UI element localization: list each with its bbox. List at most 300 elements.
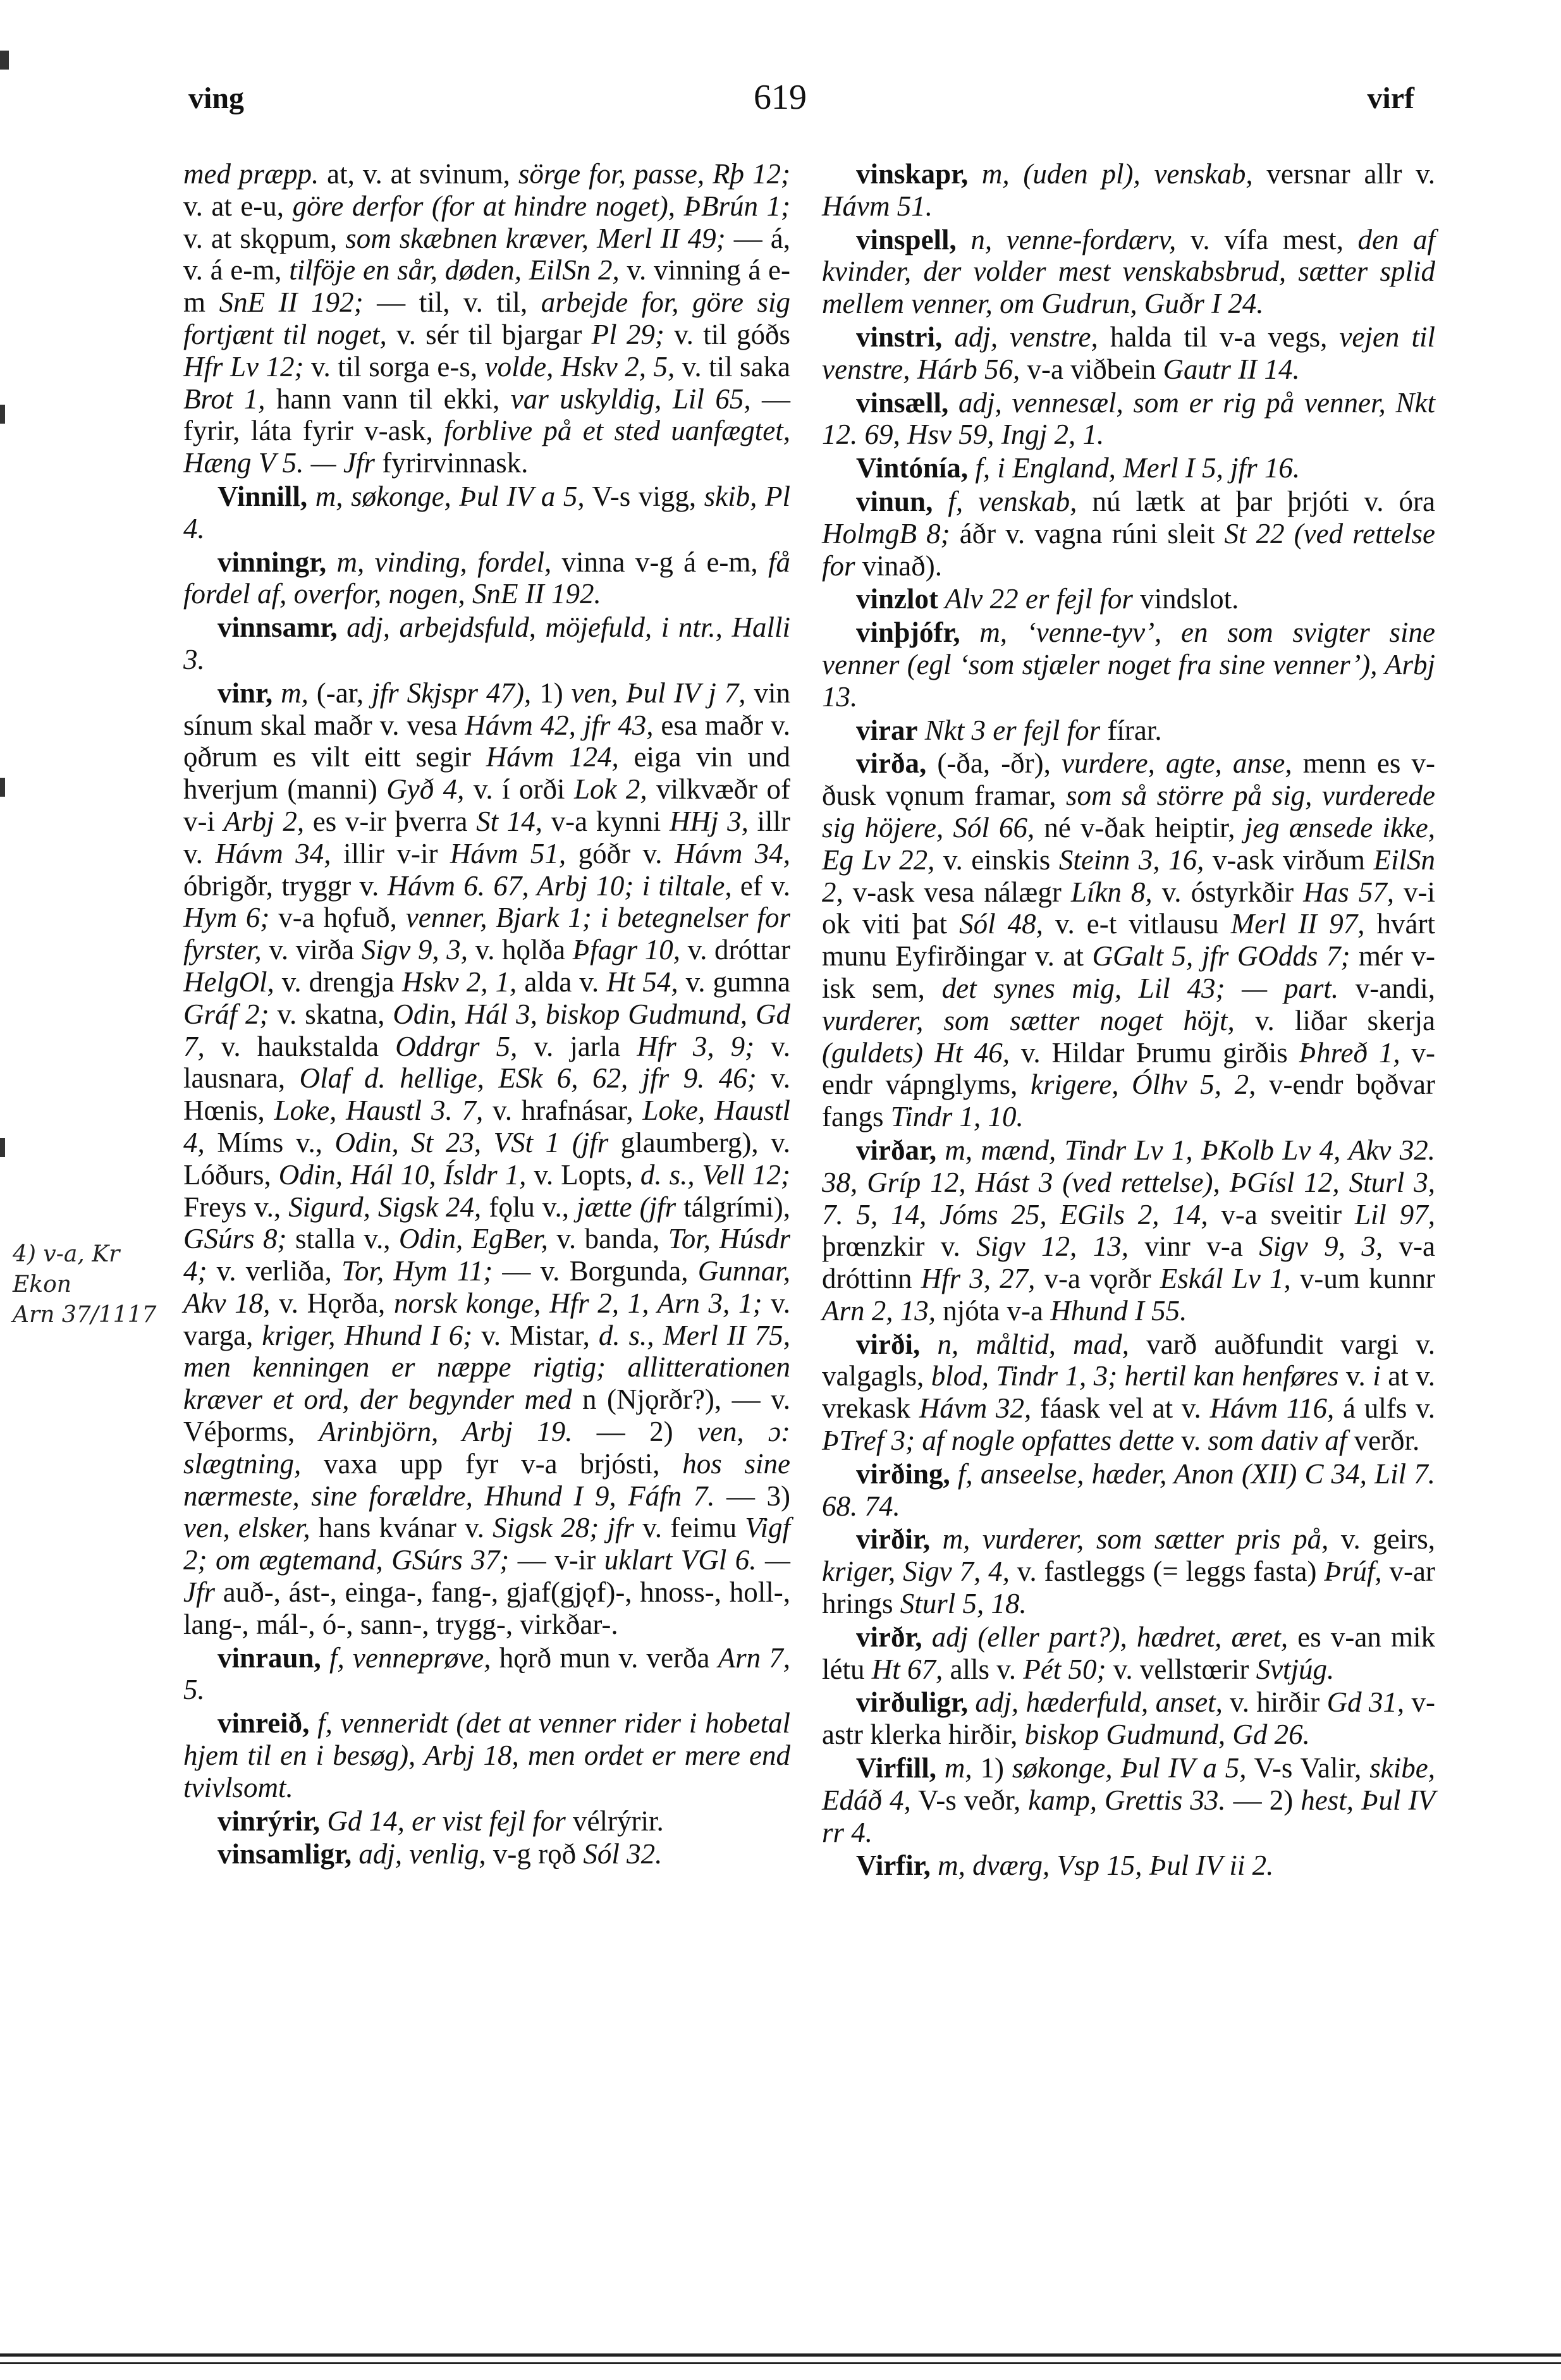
entry-italic-text: som så större på sig, vurderede sig höjere, Sól 66, xyxy=(822,780,1435,843)
headword: vinr, xyxy=(217,677,273,709)
entry-text: esa maðr v. ǫðrum es vilt eitt segir xyxy=(183,709,790,773)
entry-text: v. at skǫpum, xyxy=(183,222,346,254)
entry-italic-text: EilSn 2, xyxy=(822,843,1435,908)
entry-italic-text: få fordel af, overfor, nogen, SnE II 192. xyxy=(183,546,791,610)
entry-italic-text: Svtjúg. xyxy=(1256,1653,1335,1685)
entry-italic-text: Hávm 51, xyxy=(450,837,566,869)
entry-italic-text: Gd 31, xyxy=(1326,1686,1405,1719)
entry-text: v. jarla xyxy=(517,1030,637,1062)
left-column xyxy=(183,158,790,1872)
entry-text: fyrirvinnask. xyxy=(374,447,529,479)
entry-italic-text: HolmgB 8; xyxy=(822,517,950,549)
handwritten-line-3: Arn 37/1117 xyxy=(13,1302,157,1328)
entry-text: v. liðar skerja xyxy=(1234,1004,1435,1036)
entry-italic-text: Hávm 42, jfr 43, xyxy=(465,709,654,741)
entry-text: — v-ir xyxy=(509,1544,604,1576)
headword: vinþjófr, xyxy=(856,616,960,649)
headword: vinzlot xyxy=(856,583,938,615)
entry-italic-text: Odin, St 23, VSt 1 (jfr xyxy=(334,1126,609,1158)
entry-text: vinna v-g á e-m, xyxy=(551,546,768,578)
entry-text: v. óstyrkðir xyxy=(1152,876,1304,908)
entry-text: es v-ir þverra xyxy=(304,805,477,837)
entry-text: v. vinning á e-m xyxy=(183,254,790,319)
entry-italic-text: ÞTref 3; af nogle opfattes dette xyxy=(822,1425,1175,1457)
entry-italic-text: Hávm 34, xyxy=(215,837,331,869)
entry-italic-text: f, i England, Merl I 5, jfr 16. xyxy=(968,452,1301,484)
dictionary-entry xyxy=(822,387,1435,451)
entry-italic-text: med præpp. xyxy=(183,158,319,190)
entry-italic-text: n, venne-fordærv, xyxy=(956,223,1177,255)
entry-italic-text: kriger, Sigv 7, 4, xyxy=(822,1555,1010,1588)
entry-text: illr v. xyxy=(183,805,790,869)
entry-text: 1) xyxy=(972,1752,1012,1784)
entry-text: v. drengja xyxy=(274,966,402,998)
entry-text: v-ask virðum xyxy=(1204,843,1374,876)
entry-italic-text: søkonge, Þul IV a 5, xyxy=(1012,1752,1247,1784)
dictionary-entry xyxy=(183,1707,790,1803)
entry-text: vindslot. xyxy=(1132,583,1239,615)
entry-italic-text: Líkn 8, xyxy=(1070,876,1153,908)
entry-text: njóta v-a xyxy=(936,1294,1051,1327)
entry-text: v. hǫlða xyxy=(468,934,573,966)
entry-text: — v. Borgunda, xyxy=(493,1255,698,1287)
entry-text: á ulfs v. xyxy=(1334,1392,1435,1425)
entry-text: v. hrafnásar, xyxy=(483,1095,643,1127)
headword: Virfir, xyxy=(856,1849,931,1882)
entry-italic-text: vejen til venstre, Hárb 56, xyxy=(822,321,1435,385)
entry-italic-text: Tor, Húsdr 4; xyxy=(183,1223,790,1287)
entry-italic-text: Olaf d. hellige, ESk 6, 62, jfr 9. 46; xyxy=(299,1062,757,1095)
entry-italic-text: Pl 29; xyxy=(591,318,664,350)
entry-text: Freys v., xyxy=(183,1191,289,1223)
entry-text: v-a sveitir xyxy=(1208,1198,1355,1230)
entry-italic-text: f, venskab, xyxy=(933,485,1077,517)
entry-italic-text: vurdere, agte, anse, xyxy=(1062,747,1292,780)
entry-italic-text: Hhund I 55. xyxy=(1050,1294,1187,1327)
entry-text: v-um kunnr xyxy=(1290,1263,1435,1295)
entry-text: — 2) xyxy=(572,1416,697,1448)
entry-text: v. xyxy=(1338,1360,1373,1392)
dictionary-entry xyxy=(822,452,1435,484)
entry-text: alls v. xyxy=(943,1653,1024,1685)
entry-text: glaumberg), v. Lóðurs, xyxy=(183,1126,791,1191)
entry-italic-text: Sigurd, Sigsk 24, xyxy=(288,1191,482,1223)
entry-text: v-a hǫfuð, xyxy=(269,902,406,934)
entry-italic-text: Ht 54, xyxy=(606,966,678,998)
entry-italic-text: Has 57, xyxy=(1303,876,1394,908)
entry-text: v. Hœnis, xyxy=(183,1062,791,1127)
entry-italic-text: Loke, Haustl 3. 7, xyxy=(274,1095,484,1127)
entry-italic-text: biskop Gudmund, Gd 26. xyxy=(1024,1719,1310,1751)
headword: vinningr, xyxy=(217,546,327,578)
entry-text: V-s vigg, xyxy=(584,480,704,512)
entry-italic-text: Ht 67, xyxy=(871,1653,943,1685)
dictionary-entry xyxy=(183,158,790,479)
entry-italic-text: jfr Skjspr 47), xyxy=(372,677,532,709)
entry-italic-text: m, søkonge, Þul IV a 5, xyxy=(307,480,585,512)
entry-text: v. dróttar xyxy=(680,934,790,966)
entry-text: fǫlu v., xyxy=(481,1191,577,1223)
entry-italic-text: adj (eller part?), hædret, æret, xyxy=(922,1621,1289,1653)
entry-italic-text: Arinbjörn, Arbj 19. xyxy=(319,1416,573,1448)
entry-text: v. xyxy=(1174,1425,1208,1457)
dictionary-entry xyxy=(822,747,1435,1133)
entry-text: nú lætk at þar þrjóti v. óra xyxy=(1077,485,1435,517)
entry-italic-text: norsk konge, Hfr 2, 1, Arn 3, 1; xyxy=(394,1287,762,1319)
entry-italic-text: Sigv 9, 3, xyxy=(361,934,468,966)
entry-italic-text: Tindr 1, 10. xyxy=(890,1101,1024,1133)
entry-text: v. banda, xyxy=(548,1223,668,1255)
dictionary-entry xyxy=(822,1752,1435,1848)
entry-italic-text: HelgOl, xyxy=(183,966,274,998)
entry-text: v. fastleggs (= leggs fasta) xyxy=(1009,1555,1325,1588)
entry-italic-text: ven, Þul IV j 7, xyxy=(571,677,746,709)
entry-italic-text: Eskál Lv 1, xyxy=(1160,1263,1291,1295)
dictionary-entry xyxy=(822,224,1435,320)
headword: vinsamligr, xyxy=(217,1838,352,1870)
entry-italic-text: SnE II 192; xyxy=(219,286,364,319)
entry-text: hǫrð mun v. verða xyxy=(491,1641,718,1674)
handwritten-annotation xyxy=(13,1239,164,1330)
entry-text: 1) xyxy=(531,677,572,709)
entry-italic-text: Hskv 2, 1, xyxy=(401,966,517,998)
entry-italic-text: m, vurderer, som sætter pris på, xyxy=(930,1523,1329,1555)
entry-italic-text: arbejde for, göre sig fortjænt til noget, xyxy=(183,286,790,350)
headword: virðar, xyxy=(856,1134,937,1166)
entry-italic-text: Brot 1, xyxy=(183,383,266,415)
entry-text: fírar. xyxy=(1100,714,1162,746)
dictionary-entry xyxy=(822,616,1435,713)
headword: vinnsamr, xyxy=(217,611,338,644)
entry-italic-text: adj, arbejdsfuld, möjefuld, i ntr., Halli 3. xyxy=(183,611,790,675)
dictionary-entry xyxy=(822,486,1435,582)
entry-italic-text: volde, Hskv 2, 5, xyxy=(484,350,675,383)
entry-text: v-andi, xyxy=(1338,972,1435,1004)
entry-text: v. í orði xyxy=(464,773,574,806)
dictionary-entry xyxy=(183,1642,790,1707)
entry-text: ef v. xyxy=(732,869,790,902)
dictionary-entry xyxy=(822,158,1435,223)
entry-italic-text: d. s., Merl II 75, men kenningen er næppe rigtig; allitterationen kræver et ord, der begynder med xyxy=(183,1319,790,1416)
entry-italic-text: St 22 (ved rettelse for xyxy=(822,517,1436,582)
dictionary-entry xyxy=(183,611,790,676)
entry-text: v-a vǫrðr xyxy=(1035,1263,1160,1295)
entry-italic-text: skib, Pl 4. xyxy=(183,480,790,544)
entry-italic-text: skibe, Edáð 4, xyxy=(822,1752,1435,1816)
entry-text: þrœnzkir v. xyxy=(822,1230,977,1263)
headword: vinskapr, xyxy=(856,158,969,190)
entry-text: v-a viðbein xyxy=(1020,353,1163,385)
entry-italic-text: Tor, Hym 11; xyxy=(341,1255,493,1287)
entry-italic-text: n, måltid, mad, xyxy=(920,1328,1129,1360)
entry-italic-text: m, mænd, Tindr Lv 1, ÞKolb Lv 4, Akv 32. 38, Gríp 12, Hást 3 (ved rettelse), ÞGísl 12, Sturl 3, 7. 5, 14, Jóms 25, EGils 2, 14, xyxy=(822,1134,1435,1230)
entry-italic-text: Hfr 3, 9; xyxy=(637,1030,755,1062)
entry-text: vinað). xyxy=(855,549,942,582)
entry-text: v. Hǫrða, xyxy=(270,1287,394,1319)
entry-text: áðr v. vagna rúni sleit xyxy=(950,517,1225,549)
entry-italic-text: Hávm 32, xyxy=(919,1392,1032,1425)
entry-text: V-s Valir, xyxy=(1246,1752,1370,1784)
entry-text: v-ask vesa nálægr xyxy=(843,876,1071,908)
entry-text: v. til saka xyxy=(675,350,791,383)
entry-text: — til, v. til, xyxy=(363,286,541,319)
entry-italic-text: som skæbnen kræver, Merl II 49; xyxy=(345,222,726,254)
entry-text: n (Njǫrðr?), — v. Véþorms, xyxy=(183,1383,790,1448)
entry-italic-text: Nkt 3 er fejl for xyxy=(917,714,1101,746)
entry-text: góðr v. xyxy=(566,837,675,869)
entry-italic-text: Odin, Hál 10, Ísldr 1, xyxy=(278,1158,527,1191)
entry-text: vélrýrir. xyxy=(565,1805,664,1837)
headword: Vinnill, xyxy=(217,480,308,512)
entry-italic-text: Hávm 124, xyxy=(486,741,619,773)
entry-text: verðr. xyxy=(1347,1425,1420,1457)
entry-text: v-g rǫð xyxy=(486,1838,584,1870)
running-head-left: ving xyxy=(188,82,245,115)
entry-text: v. til sorga e-s, xyxy=(303,350,485,383)
dictionary-entry xyxy=(822,1328,1435,1457)
entry-italic-text: Gráf 2; xyxy=(183,998,269,1030)
entry-text: alda v. xyxy=(517,966,607,998)
entry-text: v. lausnara, xyxy=(183,1030,791,1095)
headword: vinun, xyxy=(856,485,933,517)
entry-text: at, v. at svinum, xyxy=(319,158,518,190)
entry-italic-text: Odin, Hál 3, biskop Gudmund, Gd 7, xyxy=(183,998,790,1062)
headword: virðuligr, xyxy=(856,1686,969,1719)
entry-italic-text: m, (uden pl), venskab, xyxy=(968,158,1253,190)
entry-text: v. geirs, xyxy=(1328,1523,1435,1555)
right-column xyxy=(822,158,1435,1883)
entry-italic-text: Steinn 3, 16, xyxy=(1058,843,1204,876)
entry-italic-text: m, dværg, Vsp 15, Þul IV ii 2. xyxy=(930,1849,1274,1882)
entry-text: v-endr bǫðvar fangs xyxy=(822,1069,1436,1133)
entry-italic-text: Hym 6; xyxy=(183,902,270,934)
entry-italic-text: GSúrs 8; xyxy=(183,1223,287,1255)
handwritten-line-2: Ekon xyxy=(13,1272,71,1297)
entry-italic-text: Arbj 2, xyxy=(223,805,305,837)
entry-italic-text: Hávm 6. 67, Arbj 10; i tiltale, xyxy=(387,869,732,902)
entry-text: v. haukstalda xyxy=(204,1030,396,1062)
entry-text: mér v-isk sem, xyxy=(822,940,1435,1004)
entry-italic-text: ven, elsker, xyxy=(183,1512,310,1544)
entry-text: v. Mistar, xyxy=(472,1319,599,1351)
dictionary-entry xyxy=(822,1686,1435,1751)
entry-italic-text: Lok 2, xyxy=(573,773,647,806)
running-head-right: virf xyxy=(1367,82,1414,115)
entry-text: v. verliða, xyxy=(207,1255,342,1287)
entry-italic-text: hos sine nærmeste, sine forældre, Hhund I 9, Fáfn 7. xyxy=(183,1447,791,1512)
entry-text: v. einskis xyxy=(934,843,1059,876)
headword: vinspell, xyxy=(856,223,957,255)
entry-text: hann vann til ekki, xyxy=(265,383,511,415)
entry-italic-text: Þrúf, xyxy=(1324,1555,1382,1588)
entry-italic-text: Þfagr 10, xyxy=(572,934,680,966)
headword: virði, xyxy=(856,1328,921,1360)
entry-text: v. til góðs xyxy=(664,318,790,350)
entry-italic-text: kamp, Grettis 33. xyxy=(1028,1784,1226,1816)
entry-text: óbrigðr, tryggr v. xyxy=(183,869,388,902)
entry-italic-text: venner, Bjark 1; i betegnelser for fyrster, xyxy=(183,902,790,966)
entry-italic-text: Sól 32. xyxy=(583,1838,663,1870)
headword: vinsæll, xyxy=(856,386,949,419)
entry-italic-text: Sigv 12, 13, xyxy=(976,1230,1129,1263)
entry-text: v-ar hrings xyxy=(822,1555,1435,1620)
entry-text: es v-an mik létu xyxy=(822,1621,1435,1685)
entry-italic-text: jætte (jfr xyxy=(577,1191,676,1223)
entry-italic-text: Pét 50; xyxy=(1023,1653,1106,1685)
headword: virða, xyxy=(856,747,927,780)
entry-text: v. at e-u, xyxy=(183,190,293,222)
entry-italic-text: Sigv 9, 3, xyxy=(1259,1230,1383,1263)
entry-italic-text: vurderer, som sætter noget höjt, xyxy=(822,1004,1235,1036)
headword: vinreið, xyxy=(217,1707,310,1739)
entry-text: v. skatna, xyxy=(269,998,393,1030)
headword: Virfill, xyxy=(856,1752,937,1784)
entry-italic-text: f, venneprøve, xyxy=(321,1641,491,1674)
headword: vinstri, xyxy=(856,321,943,353)
entry-italic-text: Arn 7, 5. xyxy=(183,1641,791,1706)
headword: Vintónía, xyxy=(856,452,969,484)
entry-text: v. feimu xyxy=(634,1512,745,1544)
handwritten-line-1: 4) v-a, Kr xyxy=(13,1241,120,1267)
entry-italic-text: Loke, Haustl 4, xyxy=(183,1095,790,1158)
bottom-rule xyxy=(0,2362,1561,2364)
headword: vinrýrir, xyxy=(217,1805,321,1837)
entry-text: halda til v-a vegs, xyxy=(1098,321,1340,353)
entry-text: hvárt munu Eyfirðingar v. at xyxy=(822,908,1435,972)
entry-text: eiga vin und hverjum (manni) xyxy=(183,741,790,806)
entry-italic-text: adj, venlig, xyxy=(352,1838,486,1870)
entry-italic-text: i xyxy=(1373,1360,1381,1392)
page-number: 619 xyxy=(754,78,807,117)
entry-italic-text: d. s., Vell 12; xyxy=(640,1158,790,1191)
entry-italic-text: adj, hæderfuld, anset, xyxy=(968,1686,1223,1719)
entry-text: vinr v-a xyxy=(1128,1230,1259,1263)
entry-text: Míms v., xyxy=(204,1126,335,1158)
entry-italic-text: Vigf 2; om ægtemand, GSúrs 37; xyxy=(183,1512,791,1576)
entry-italic-text: tilföje en sår, døden, EilSn 2, xyxy=(289,254,620,286)
dictionary-entry xyxy=(183,546,790,611)
dictionary-entry xyxy=(822,1849,1435,1882)
entry-text: v. vellstœrir xyxy=(1106,1653,1256,1685)
entry-text: v. sér til bjargar xyxy=(386,318,592,350)
entry-text: v. vífa mest, xyxy=(1176,223,1358,255)
entry-italic-text: Hfr 3, 27, xyxy=(921,1263,1036,1295)
entry-text: versnar allr v. xyxy=(1252,158,1435,190)
entry-italic-text: Oddrgr 5, xyxy=(395,1030,518,1062)
entry-text: vin sínum skal maðr v. vesa xyxy=(183,677,790,741)
entry-text: varð auðfundit vargi v. valgagls, xyxy=(822,1328,1435,1392)
entry-text: fáask vel at v. xyxy=(1031,1392,1210,1425)
entry-italic-text: HHj 3, xyxy=(669,805,749,837)
entry-text: v. hirðir xyxy=(1222,1686,1327,1719)
entry-italic-text: blod, Tindr 1, 3; hertil kan henføres xyxy=(931,1360,1339,1392)
entry-italic-text: Sigsk 28; jfr xyxy=(493,1512,634,1544)
entry-italic-text: krigere, Ólhv 5, 2, xyxy=(1030,1069,1256,1101)
entry-text: v-a dróttinn xyxy=(822,1230,1435,1295)
entry-italic-text: forblive på et sted uanfægtet, Hæng V 5. — Jfr xyxy=(183,415,790,479)
entry-italic-text: f, venneridt (det at venner rider i hobetal hjem til en i besøg), Arbj 18, men ordet er mere end tvivlsomt. xyxy=(183,1707,790,1803)
entry-italic-text: Hávm 34, xyxy=(674,837,791,869)
entry-italic-text: Gd 14, er vist fejl for xyxy=(320,1805,566,1837)
entry-text: (-ða, -ðr), xyxy=(926,747,1062,780)
entry-italic-text: Sturl 5, 18. xyxy=(900,1588,1027,1620)
entry-text: at v. vrekask xyxy=(822,1360,1436,1425)
entry-text: vilkvæðr of v-i xyxy=(183,773,790,837)
entry-text: v. varga, xyxy=(183,1287,790,1351)
dictionary-entry xyxy=(822,1458,1435,1523)
entry-italic-text: kriger, Hhund I 6; xyxy=(262,1319,473,1351)
entry-italic-text: jeg ænsede ikke, Eg Lv 22, xyxy=(822,811,1435,876)
dictionary-entry xyxy=(183,1805,790,1837)
scan-edge-mark xyxy=(0,778,5,797)
entry-text: — 3) xyxy=(714,1480,790,1512)
entry-italic-text: Lil 97, xyxy=(1354,1198,1435,1230)
headword: virðing, xyxy=(856,1457,950,1490)
dictionary-entry xyxy=(822,1523,1435,1619)
entry-text: v-astr klerka hirðir, xyxy=(822,1686,1435,1751)
entry-italic-text: GGalt 5, jfr GOdds 7; xyxy=(1092,940,1350,972)
entry-text: (-ar, xyxy=(308,677,372,709)
entry-italic-text: St 14, xyxy=(476,805,542,837)
entry-text: v. Lopts, xyxy=(526,1158,640,1191)
entry-italic-text: uklart VGl 6. — Jfr xyxy=(183,1544,790,1609)
entry-italic-text: Gyð 4, xyxy=(386,773,465,806)
entry-text: vaxa upp fyr v-a brjósti, xyxy=(301,1447,683,1480)
dictionary-entry xyxy=(822,321,1435,386)
entry-text: tálgrími), xyxy=(676,1191,790,1223)
entry-text: V-s veðr, xyxy=(910,1784,1029,1816)
entry-italic-text: f, anseelse, hæder, Anon (XII) C 34, Lil 7. 68. 74. xyxy=(822,1457,1435,1522)
dictionary-entry xyxy=(822,1134,1435,1327)
entry-text: v. gumna xyxy=(678,966,790,998)
scan-edge-mark xyxy=(0,405,5,424)
entry-italic-text: Alv 22 er fejl for xyxy=(938,583,1133,615)
entry-text: v-endr vápnglyms, xyxy=(822,1036,1435,1101)
entry-text: auð-, ást-, einga-, fang-, gjaf(gjǫf)-, hnoss-, holl-, lang-, mál-, ó-, sann-, trygg-, virkðar-. xyxy=(183,1576,790,1640)
entry-italic-text: Sól 48, xyxy=(959,908,1043,940)
headword: virðir, xyxy=(856,1523,931,1555)
entry-italic-text: den af kvinder, der volder mest venskabsbrud, sætter splid mellem venner, om Gudrun, Guðr I 24. xyxy=(822,223,1435,320)
entry-italic-text: Arn 2, 13, xyxy=(822,1294,936,1327)
entry-text: menn es v-ðusk vǫnum framar, xyxy=(822,747,1435,812)
entry-italic-text: m, xyxy=(936,1752,972,1784)
entry-text: v. virða xyxy=(261,934,362,966)
entry-text: — fyrir, láta fyrir v-ask, xyxy=(183,383,791,447)
dictionary-entry xyxy=(183,481,790,545)
entry-italic-text: m, vinding, fordel, xyxy=(326,546,552,578)
entry-italic-text: göre derfor (for at hindre noget), ÞBrún 1; xyxy=(292,190,790,222)
headword: virar xyxy=(856,714,918,746)
entry-italic-text: Odin, EgBer, xyxy=(398,1223,548,1255)
entry-italic-text: hest, Þul IV rr 4. xyxy=(822,1784,1435,1848)
headword: virðr, xyxy=(856,1621,922,1653)
entry-italic-text: m, xyxy=(272,677,309,709)
entry-italic-text: Gautr II 14. xyxy=(1163,353,1300,385)
entry-italic-text: var uskyldig, Lil 65, xyxy=(510,383,751,415)
entry-italic-text: m, ‘venne-tyv’, en som svigter sine venner (egl ‘som stjæler noget fra sine venner’), Arbj 13. xyxy=(822,616,1435,713)
scan-edge-mark xyxy=(0,51,9,70)
entry-italic-text: Hávm 51. xyxy=(822,190,933,222)
dictionary-entry xyxy=(822,1621,1435,1686)
entry-italic-text: adj, vennesæl, som er rig på venner, Nkt 12. 69, Hsv 59, Ingj 2, 1. xyxy=(822,386,1435,451)
entry-italic-text: Merl II 97, xyxy=(1230,908,1365,940)
scan-edge-mark xyxy=(0,1138,5,1157)
entry-italic-text: adj, venstre, xyxy=(942,321,1098,353)
entry-text: — á, v. á e-m, xyxy=(183,222,790,286)
entry-text: v. Hildar Þrumu girðis xyxy=(1009,1036,1299,1069)
bottom-rule xyxy=(0,2353,1561,2357)
entry-italic-text: det synes mig, Lil 43; — part. xyxy=(941,972,1339,1004)
